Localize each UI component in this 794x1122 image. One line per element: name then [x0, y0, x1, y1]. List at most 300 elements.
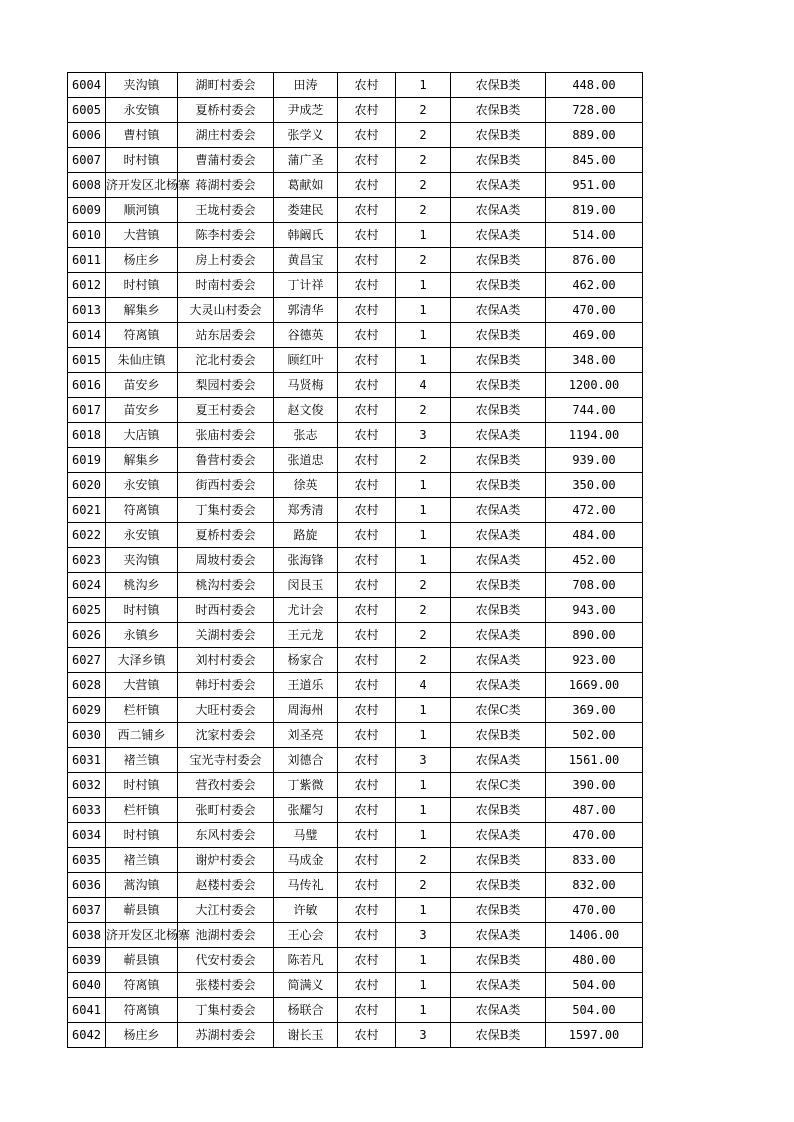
- table-row: [68, 798, 643, 823]
- cell-category: 农保A类: [451, 973, 546, 998]
- table-row: [68, 873, 643, 898]
- cell-name: 马璧: [274, 823, 338, 848]
- cell-id: 6016: [68, 373, 106, 398]
- cell-village: 营孜村委会: [178, 773, 274, 798]
- cell-area-type: 农村: [338, 198, 396, 223]
- table-row: [68, 848, 643, 873]
- roster-body: [68, 73, 643, 1048]
- cell-village: 周坡村委会: [178, 548, 274, 573]
- cell-area-type: 农村: [338, 498, 396, 523]
- cell-area-type: 农村: [338, 823, 396, 848]
- cell-town: 蒿沟镇: [106, 873, 178, 898]
- cell-household-count: 2: [396, 248, 451, 273]
- cell-village: 桃沟村委会: [178, 573, 274, 598]
- cell-town: 顺河镇: [106, 198, 178, 223]
- cell-amount: 504.00: [546, 998, 643, 1023]
- cell-name: 张志: [274, 423, 338, 448]
- cell-village: 东风村委会: [178, 823, 274, 848]
- cell-name: 杨联合: [274, 998, 338, 1023]
- cell-area-type: 农村: [338, 648, 396, 673]
- cell-village: 张楼村委会: [178, 973, 274, 998]
- cell-village: 蒋湖村委会: [178, 173, 274, 198]
- cell-area-type: 农村: [338, 248, 396, 273]
- cell-name: 郑秀清: [274, 498, 338, 523]
- cell-area-type: 农村: [338, 673, 396, 698]
- cell-amount: 448.00: [546, 73, 643, 98]
- cell-household-count: 1: [396, 823, 451, 848]
- cell-id: 6013: [68, 298, 106, 323]
- cell-household-count: 4: [396, 373, 451, 398]
- cell-town: 永安镇: [106, 473, 178, 498]
- cell-name: 王道乐: [274, 673, 338, 698]
- cell-area-type: 农村: [338, 573, 396, 598]
- cell-town: 符离镇: [106, 973, 178, 998]
- cell-area-type: 农村: [338, 1023, 396, 1048]
- cell-id: 6037: [68, 898, 106, 923]
- cell-amount: 1406.00: [546, 923, 643, 948]
- cell-household-count: 1: [396, 223, 451, 248]
- cell-village: 鲁营村委会: [178, 448, 274, 473]
- cell-amount: 1561.00: [546, 748, 643, 773]
- cell-id: 6034: [68, 823, 106, 848]
- cell-category: 农保B类: [451, 598, 546, 623]
- cell-category: 农保B类: [451, 573, 546, 598]
- cell-id: 6031: [68, 748, 106, 773]
- cell-village: 张庙村委会: [178, 423, 274, 448]
- cell-town: 符离镇: [106, 998, 178, 1023]
- cell-area-type: 农村: [338, 473, 396, 498]
- cell-name: 马传礼: [274, 873, 338, 898]
- cell-category: 农保B类: [451, 248, 546, 273]
- cell-town: 时村镇: [106, 273, 178, 298]
- cell-id: 6015: [68, 348, 106, 373]
- cell-amount: 504.00: [546, 973, 643, 998]
- cell-id: 6006: [68, 123, 106, 148]
- cell-amount: 484.00: [546, 523, 643, 548]
- cell-area-type: 农村: [338, 423, 396, 448]
- cell-area-type: 农村: [338, 948, 396, 973]
- cell-village: 夏桥村委会: [178, 98, 274, 123]
- cell-name: 徐英: [274, 473, 338, 498]
- cell-amount: 951.00: [546, 173, 643, 198]
- cell-id: 6040: [68, 973, 106, 998]
- cell-town: 曹村镇: [106, 123, 178, 148]
- cell-household-count: 1: [396, 273, 451, 298]
- cell-household-count: 1: [396, 998, 451, 1023]
- cell-id: 6039: [68, 948, 106, 973]
- cell-id: 6022: [68, 523, 106, 548]
- cell-town: 时村镇: [106, 823, 178, 848]
- cell-village: 夏桥村委会: [178, 523, 274, 548]
- cell-amount: 833.00: [546, 848, 643, 873]
- table-row: [68, 373, 643, 398]
- cell-amount: 452.00: [546, 548, 643, 573]
- cell-household-count: 2: [396, 148, 451, 173]
- cell-town: 褚兰镇: [106, 848, 178, 873]
- cell-amount: 819.00: [546, 198, 643, 223]
- cell-name: 王元龙: [274, 623, 338, 648]
- table-row: [68, 973, 643, 998]
- cell-name: 路旋: [274, 523, 338, 548]
- cell-village: 时西村委会: [178, 598, 274, 623]
- cell-area-type: 农村: [338, 523, 396, 548]
- table-row: [68, 323, 643, 348]
- cell-village: 站东居委会: [178, 323, 274, 348]
- cell-name: 黄昌宝: [274, 248, 338, 273]
- cell-id: 6035: [68, 848, 106, 873]
- cell-area-type: 农村: [338, 798, 396, 823]
- cell-town: 杨庄乡: [106, 248, 178, 273]
- cell-id: 6021: [68, 498, 106, 523]
- cell-village: 池湖村委会: [178, 923, 274, 948]
- cell-village: 大江村委会: [178, 898, 274, 923]
- cell-household-count: 3: [396, 423, 451, 448]
- table-row: [68, 423, 643, 448]
- cell-name: 周海州: [274, 698, 338, 723]
- cell-village: 代安村委会: [178, 948, 274, 973]
- cell-id: 6041: [68, 998, 106, 1023]
- cell-name: 郭清华: [274, 298, 338, 323]
- cell-amount: 1194.00: [546, 423, 643, 448]
- cell-name: 闵艮玉: [274, 573, 338, 598]
- cell-id: 6007: [68, 148, 106, 173]
- cell-name: 张耀匀: [274, 798, 338, 823]
- cell-amount: 923.00: [546, 648, 643, 673]
- cell-town: 朱仙庄镇: [106, 348, 178, 373]
- cell-name: 丁紫微: [274, 773, 338, 798]
- table-row: [68, 473, 643, 498]
- cell-area-type: 农村: [338, 98, 396, 123]
- cell-category: 农保A类: [451, 198, 546, 223]
- cell-category: 农保B类: [451, 273, 546, 298]
- cell-name: 谷德英: [274, 323, 338, 348]
- table-row: [68, 948, 643, 973]
- cell-amount: 469.00: [546, 323, 643, 348]
- cell-name: 刘圣亮: [274, 723, 338, 748]
- table-row: [68, 548, 643, 573]
- cell-household-count: 3: [396, 923, 451, 948]
- cell-village: 韩圩村委会: [178, 673, 274, 698]
- cell-town: 夹沟镇: [106, 548, 178, 573]
- cell-household-count: 2: [396, 598, 451, 623]
- table-row: [68, 823, 643, 848]
- cell-town: 永安镇: [106, 523, 178, 548]
- cell-name: 尹成芝: [274, 98, 338, 123]
- cell-id: 6027: [68, 648, 106, 673]
- cell-area-type: 农村: [338, 973, 396, 998]
- cell-name: 陈若凡: [274, 948, 338, 973]
- table-row: [68, 898, 643, 923]
- cell-area-type: 农村: [338, 873, 396, 898]
- cell-household-count: 2: [396, 398, 451, 423]
- cell-town: 永镇乡: [106, 623, 178, 648]
- cell-id: 6008: [68, 173, 106, 198]
- cell-town: 时村镇: [106, 773, 178, 798]
- cell-household-count: 1: [396, 323, 451, 348]
- cell-area-type: 农村: [338, 748, 396, 773]
- cell-village: 湖庄村委会: [178, 123, 274, 148]
- cell-village: 湖町村委会: [178, 73, 274, 98]
- cell-area-type: 农村: [338, 623, 396, 648]
- cell-category: 农保A类: [451, 748, 546, 773]
- cell-town: 大营镇: [106, 673, 178, 698]
- cell-village: 曹蒲村委会: [178, 148, 274, 173]
- cell-town: 大泽乡镇: [106, 648, 178, 673]
- cell-village: 谢炉村委会: [178, 848, 274, 873]
- cell-id: 6029: [68, 698, 106, 723]
- cell-id: 6019: [68, 448, 106, 473]
- cell-id: 6038: [68, 923, 106, 948]
- cell-name: 丁计祥: [274, 273, 338, 298]
- table-row: [68, 448, 643, 473]
- cell-name: 马贤梅: [274, 373, 338, 398]
- cell-town: 时村镇: [106, 598, 178, 623]
- cell-amount: 514.00: [546, 223, 643, 248]
- cell-area-type: 农村: [338, 348, 396, 373]
- cell-category: 农保A类: [451, 623, 546, 648]
- cell-village: 刘村村委会: [178, 648, 274, 673]
- cell-area-type: 农村: [338, 448, 396, 473]
- roster-table: [67, 72, 643, 1048]
- cell-name: 刘德合: [274, 748, 338, 773]
- cell-category: 农保B类: [451, 148, 546, 173]
- cell-household-count: 1: [396, 898, 451, 923]
- cell-category: 农保B类: [451, 948, 546, 973]
- cell-household-count: 1: [396, 348, 451, 373]
- cell-town: 济开发区北杨寨: [106, 173, 178, 198]
- cell-amount: 889.00: [546, 123, 643, 148]
- cell-household-count: 1: [396, 473, 451, 498]
- cell-town: 永安镇: [106, 98, 178, 123]
- table-row: [68, 123, 643, 148]
- cell-household-count: 1: [396, 723, 451, 748]
- cell-name: 许敏: [274, 898, 338, 923]
- cell-area-type: 农村: [338, 898, 396, 923]
- cell-category: 农保A类: [451, 823, 546, 848]
- cell-amount: 390.00: [546, 773, 643, 798]
- cell-id: 6010: [68, 223, 106, 248]
- cell-village: 丁集村委会: [178, 998, 274, 1023]
- cell-category: 农保B类: [451, 1023, 546, 1048]
- cell-amount: 480.00: [546, 948, 643, 973]
- cell-amount: 845.00: [546, 148, 643, 173]
- cell-household-count: 3: [396, 748, 451, 773]
- cell-area-type: 农村: [338, 548, 396, 573]
- cell-area-type: 农村: [338, 73, 396, 98]
- table-row: [68, 523, 643, 548]
- table-row: [68, 73, 643, 98]
- cell-name: 谢长玉: [274, 1023, 338, 1048]
- cell-amount: 708.00: [546, 573, 643, 598]
- cell-id: 6033: [68, 798, 106, 823]
- cell-area-type: 农村: [338, 298, 396, 323]
- cell-id: 6023: [68, 548, 106, 573]
- cell-id: 6032: [68, 773, 106, 798]
- cell-area-type: 农村: [338, 223, 396, 248]
- table-row: [68, 398, 643, 423]
- cell-id: 6020: [68, 473, 106, 498]
- cell-name: 娄建民: [274, 198, 338, 223]
- cell-town: 栏杆镇: [106, 798, 178, 823]
- cell-household-count: 2: [396, 648, 451, 673]
- cell-amount: 1669.00: [546, 673, 643, 698]
- cell-village: 关湖村委会: [178, 623, 274, 648]
- cell-amount: 502.00: [546, 723, 643, 748]
- cell-name: 田涛: [274, 73, 338, 98]
- cell-household-count: 3: [396, 1023, 451, 1048]
- cell-household-count: 1: [396, 798, 451, 823]
- cell-amount: 350.00: [546, 473, 643, 498]
- table-row: [68, 298, 643, 323]
- cell-household-count: 2: [396, 623, 451, 648]
- table-row: [68, 98, 643, 123]
- table-row: [68, 598, 643, 623]
- cell-category: 农保B类: [451, 398, 546, 423]
- cell-id: 6004: [68, 73, 106, 98]
- cell-amount: 832.00: [546, 873, 643, 898]
- cell-village: 街西村委会: [178, 473, 274, 498]
- cell-category: 农保B类: [451, 123, 546, 148]
- cell-household-count: 1: [396, 698, 451, 723]
- table-row: [68, 623, 643, 648]
- cell-town: 大店镇: [106, 423, 178, 448]
- cell-town: 解集乡: [106, 448, 178, 473]
- cell-area-type: 农村: [338, 123, 396, 148]
- cell-town: 符离镇: [106, 323, 178, 348]
- cell-category: 农保B类: [451, 723, 546, 748]
- table-row: [68, 348, 643, 373]
- cell-town: 时村镇: [106, 148, 178, 173]
- cell-area-type: 农村: [338, 723, 396, 748]
- cell-village: 房上村委会: [178, 248, 274, 273]
- cell-area-type: 农村: [338, 323, 396, 348]
- table-row: [68, 923, 643, 948]
- cell-id: 6017: [68, 398, 106, 423]
- cell-village: 夏王村委会: [178, 398, 274, 423]
- cell-category: 农保B类: [451, 898, 546, 923]
- cell-town: 符离镇: [106, 498, 178, 523]
- cell-household-count: 2: [396, 848, 451, 873]
- cell-name: 蒲广圣: [274, 148, 338, 173]
- cell-amount: 876.00: [546, 248, 643, 273]
- cell-category: 农保A类: [451, 498, 546, 523]
- cell-amount: 890.00: [546, 623, 643, 648]
- cell-name: 葛献如: [274, 173, 338, 198]
- cell-household-count: 2: [396, 873, 451, 898]
- cell-id: 6025: [68, 598, 106, 623]
- cell-id: 6011: [68, 248, 106, 273]
- cell-town: 褚兰镇: [106, 748, 178, 773]
- cell-category: 农保B类: [451, 73, 546, 98]
- cell-name: 马成金: [274, 848, 338, 873]
- cell-town: 杨庄乡: [106, 1023, 178, 1048]
- cell-category: 农保B类: [451, 473, 546, 498]
- cell-village: 张町村委会: [178, 798, 274, 823]
- table-row: [68, 1023, 643, 1048]
- cell-household-count: 1: [396, 973, 451, 998]
- cell-village: 梨园村委会: [178, 373, 274, 398]
- table-row: [68, 648, 643, 673]
- cell-name: 韩阚氏: [274, 223, 338, 248]
- table-row: [68, 748, 643, 773]
- cell-area-type: 农村: [338, 373, 396, 398]
- cell-category: 农保B类: [451, 873, 546, 898]
- cell-id: 6026: [68, 623, 106, 648]
- cell-amount: 728.00: [546, 98, 643, 123]
- cell-name: 张道忠: [274, 448, 338, 473]
- cell-household-count: 1: [396, 523, 451, 548]
- cell-village: 宝光寺村委会: [178, 748, 274, 773]
- table-row: [68, 498, 643, 523]
- table-row: [68, 698, 643, 723]
- table-row: [68, 573, 643, 598]
- cell-amount: 744.00: [546, 398, 643, 423]
- table-row: [68, 773, 643, 798]
- cell-household-count: 2: [396, 573, 451, 598]
- cell-category: 农保A类: [451, 523, 546, 548]
- cell-amount: 943.00: [546, 598, 643, 623]
- cell-town: 栏杆镇: [106, 698, 178, 723]
- cell-id: 6014: [68, 323, 106, 348]
- cell-name: 赵文俊: [274, 398, 338, 423]
- table-row: [68, 673, 643, 698]
- cell-area-type: 农村: [338, 173, 396, 198]
- cell-area-type: 农村: [338, 148, 396, 173]
- table-row: [68, 998, 643, 1023]
- cell-name: 张学义: [274, 123, 338, 148]
- cell-category: 农保A类: [451, 648, 546, 673]
- cell-amount: 348.00: [546, 348, 643, 373]
- cell-category: 农保A类: [451, 998, 546, 1023]
- cell-id: 6036: [68, 873, 106, 898]
- cell-id: 6005: [68, 98, 106, 123]
- cell-village: 沈家村委会: [178, 723, 274, 748]
- cell-id: 6042: [68, 1023, 106, 1048]
- cell-village: 王垅村委会: [178, 198, 274, 223]
- cell-village: 时南村委会: [178, 273, 274, 298]
- cell-category: 农保C类: [451, 773, 546, 798]
- cell-name: 张海锋: [274, 548, 338, 573]
- table-row: [68, 173, 643, 198]
- cell-area-type: 农村: [338, 848, 396, 873]
- cell-town: 夹沟镇: [106, 73, 178, 98]
- cell-town: 西二铺乡: [106, 723, 178, 748]
- cell-town: 解集乡: [106, 298, 178, 323]
- cell-id: 6030: [68, 723, 106, 748]
- cell-id: 6009: [68, 198, 106, 223]
- cell-amount: 1597.00: [546, 1023, 643, 1048]
- table-row: [68, 723, 643, 748]
- cell-category: 农保A类: [451, 223, 546, 248]
- table-row: [68, 248, 643, 273]
- cell-amount: 472.00: [546, 498, 643, 523]
- cell-area-type: 农村: [338, 598, 396, 623]
- cell-category: 农保A类: [451, 673, 546, 698]
- cell-household-count: 1: [396, 298, 451, 323]
- cell-village: 大旺村委会: [178, 698, 274, 723]
- cell-village: 赵楼村委会: [178, 873, 274, 898]
- cell-name: 顾红叶: [274, 348, 338, 373]
- table-row: [68, 148, 643, 173]
- cell-household-count: 1: [396, 498, 451, 523]
- cell-amount: 939.00: [546, 448, 643, 473]
- cell-area-type: 农村: [338, 698, 396, 723]
- cell-village: 大灵山村委会: [178, 298, 274, 323]
- cell-household-count: 2: [396, 173, 451, 198]
- cell-category: 农保B类: [451, 323, 546, 348]
- cell-category: 农保A类: [451, 173, 546, 198]
- table-row: [68, 223, 643, 248]
